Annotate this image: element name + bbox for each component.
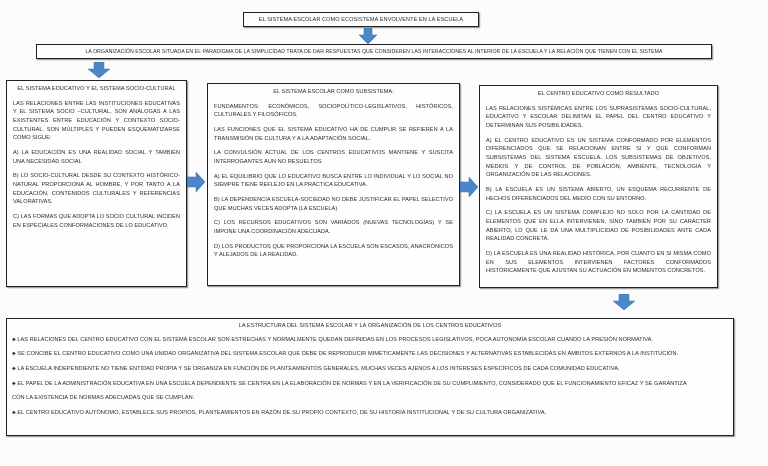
educational-center-box	[479, 85, 718, 288]
banner-text: LA ORGANIZACIÓN ESCOLAR SITUADA EN EL PARADIGMA DE LA SIMPLICIDAD TRATA DE DAR RESPUESTAS QUE CONSIDEREN LAS INTERACCIONES AL INTERIOR DE LA ESCUELA Y LA RELACIÓN QUE TIENEN CON EL SISTEMA	[85, 49, 663, 55]
paragraph: C) LAS FORMAS QUE ADOPTA LO SOCIO CULTURAL INCIDEN EN ESPECIALES CONFORMACIONES DE LO EDUCATIVO.	[13, 213, 180, 229]
socio-cultural-box	[6, 80, 187, 287]
arrow-down-icon	[359, 28, 377, 44]
paragraph: B) LA DEPENDENCIA ESCUELA-SOCIEDAD NO DEBE JUSTIFICAR EL PAPEL SELECTIVO QUE MUCHAS VECES ADOPTA (LA ESCUELA)	[214, 196, 453, 212]
paragraph: B) LA ESCUELA ES UN SISTEMA ABIERTO, UN ESQUEMA RECURRENTE DE HECHOS DIFERENCIADOS DEL MEDIO CON SU ENTORNO.	[486, 186, 711, 202]
paragraph: LAS RELACIONES SISTÉMICAS ENTRE LOS SUPRASISTEMAS SOCIO-CULTURAL, EDUCATIVO Y ESCOLAR DELIMITAN EL PAPEL DEL CENTRO EDUCATIVO Y DETERMINAN SUS POSIBILIDADES.	[486, 105, 711, 129]
paragraph: C) LA ESCUELA ES UN SISTEMA COMPLEJO NO SOLO POR LA CANTIDAD DE ELEMENTOS QUE EN ELLA INTERVIENEN, SINO TAMBIÉN POR SU CARÁCTER ABIERTO, LO QUE LE DA UNA MULTIPLICIDAD DE POSIBILIDADES ANTE CADA REALIDAD CONCRETA.	[486, 210, 711, 243]
paragraph: LAS RELACIONES ENTRE LAS INSTITUCIONES EDUCATIVAS Y EL SISTEMA SOCIO –CULTURAL, SON ANÁLOGAS A LAS EXISTENTES ENTRE EDUCACIÓN Y CONTEXTO SOCIO-CULTURAL. SON MÚLTIPLES Y PUEDEN ESQUEMATIZARSE COMO SIGUE:	[13, 100, 180, 142]
bullet-item: ♣ EL PAPEL DE LA ADMINISTRACIÓN EDUCATIVA EN UNA ESCUELA DEPENDIENTE SE CENTRA EN LA ELABORACIÓN DE NORMAS Y EN LA VERIFICACIÓN DE SU CUMPLIMIENTO, CONSIDERADO QUE EL FUNCIONAMIENTO EFICAZ Y SE GARANTIZA	[12, 380, 687, 387]
socio-cultural-heading: EL SISTEMA EDUCATIVO Y EL SISTEMA SOCIO-CULTURAL	[17, 86, 176, 92]
bullet-item-continuation: CON LA EXISTENCIA DE NORMAS ADECUADAS QUE SE CUMPLAN.	[12, 395, 195, 402]
paragraph: C) LOS RECURSOS EDUCATIVOS SON VARIADOS (NUEVAS TECNOLOGÍAS) Y SE IMPONE UNA COORDINACIÓN ADECUADA.	[214, 220, 453, 235]
bullet-item: ♣ EL CENTRO EDUCATIVO AUTÓNOMO, ESTABLECE SUS PROPIOS, PLANTEAMIENTOS EN RAZÓN DE SU PROPIO CONTEXTO, DE SU HISTORIA INSTITUCIONAL Y DE SU CULTURA ORGANIZATIVA.	[12, 409, 547, 416]
educational-center-heading: EL CENTRO EDUCATIVO COMO RESULTADO	[537, 91, 660, 97]
subsystem-heading: EL SISTEMA ESCOLAR COMO SUBSISTEMA:	[273, 89, 394, 95]
paragraph: A) LA EDUCACIÓN ES UNA REALIDAD SOCIAL Y TAMBIÉN UNA NECESIDAD SOCIAL	[13, 149, 180, 165]
arrow-down-icon	[613, 294, 635, 310]
top-title: EL SISTEMA ESCOLAR COMO ECOSISTEMA ENVOLVENTE EN LA ESCUELA	[258, 17, 464, 23]
paragraph: D) LA ESCUELA ES UNA REALIDAD HISTÓRICA, POR CUANTO EN SI MISMA COMO EN SUS ELEMENTOS INTERVIENEN FACTORES CONFORMADOS HISTÓRICAMENTE QUE AJUSTAN SU ACTUACIÓN EN MOMENTOS CONCRETOS.	[486, 250, 711, 275]
arrow-right-icon	[187, 172, 205, 192]
subsystem-box	[207, 83, 460, 286]
bullet-item: ♣ SE CONCIBE EL CENTRO EDUCATIVO COMO UNA UNIDAD ORGANIZATIVA DEL SISTEMA ESCOLAR QUE DEBE DE REPRODUCIR MIMÉTICAMENTE LAS DECISIONES Y ALTERNATIVAS ESTABLECIDAS EN ÁMBITOS EXTERNOS A LA INSTITUCIÓN.	[12, 351, 679, 358]
paragraph: FUNDAMENTOS: ECONÓMICOS, SOCIOPOLÍTICO-LEGISLATIVOS, HISTÓRICOS, CULTURALES Y FILOSÓFICOS.	[214, 103, 453, 119]
paragraph: B) LO SOCIO-CULTURAL DESDE SU CONTEXTO HISTÓRICO-NATURAL PROPORCIONA AL HOMBRE, Y POR TANTO A LA EDUCACIÓN, CONTENIDOS CULTURALES Y REFERENCIAS VALORATIVAS.	[13, 173, 180, 206]
arrow-right-icon	[460, 177, 478, 197]
arrow-down-icon	[88, 62, 110, 78]
banner-box	[36, 44, 712, 59]
paragraph: A) EL EQUILIBRIO QUE LO EDUCATIVO BUSCA ENTRE LO INDIVIDUAL Y LO SOCIAL NO SIEMPRE TIENE REFLEJO EN LA PRÁCTICA EDUCATIVA.	[214, 173, 453, 189]
bullet-item: ♣ LAS RELACIONES DEL CENTRO EDUCATIVO CON EL SISTEMA ESCOLAR SON ESTRECHAS Y NORMALMENTE QUEDAN DEFINIDAS EN LOS PROCESOS LEGISLATIVOS, POCA AUTONOMÍA ESCOLAR CUANDO LA PRESIÓN NORMATIVA.	[12, 336, 654, 343]
structure-heading: LA ESTRUCTURA DEL SISTEMA ESCOLAR Y LA ORGANIZACIÓN DE LOS CENTROS EDUCATIVOS	[238, 323, 502, 329]
bullet-item: ♣ LA ESCUELA INDEPENDIENTE NO TIENE ENTIDAD PROPIA Y SE ORGANIZA EN FUNCIÓN DE PLANTEAMIENTOS GENERALES, MUCHAS VECES AJENOS A LOS INTERESES ESPECÍFICOS DE CADA COMUNIDAD EDUCATIVA.	[12, 365, 620, 372]
structure-box	[6, 318, 734, 436]
paragraph: A) EL CENTRO EDUCATIVO ES UN SISTEMA CONFORMADO POR ELEMENTOS DIFERENCIADOS QUE SE RELACIONAN ENTRE SI Y QUE CONFORMAN SUBSISTEMAS DEL SISTEMA ESCUELA. LOS SUBSISTEMAS DE OBJETIVOS, MEDIOS Y DE CONTROL DE POBLACIÓN, AMBIENTE, TECNOLOGÍA Y ORGANIZACIÓN DE LAS RELACIONES.	[486, 137, 711, 179]
paragraph: LA CONVULSIÓN ACTUAL DE LOS CENTROS EDUCATIVOS MANTIENE Y SUSCITA INTERROGANTES AUN NO RESUELTOS	[214, 150, 453, 165]
top-title-box	[243, 12, 479, 27]
paragraph: D) LOS PRODUCTOS QUE PROPORCIONA LA ESCUELA SON ESCASOS, ANACRÓNICOS Y ALEJADOS DE LA REALIDAD.	[214, 243, 453, 259]
paragraph: LAS FUNCIONES QUE EL SISTEMA EDUCATIVO HA DE CUMPLIR SE REFIEREN A LA TRANSMISIÓN DE CULTURA Y A LA ADAPTACIÓN SOCIAL.	[214, 126, 453, 142]
